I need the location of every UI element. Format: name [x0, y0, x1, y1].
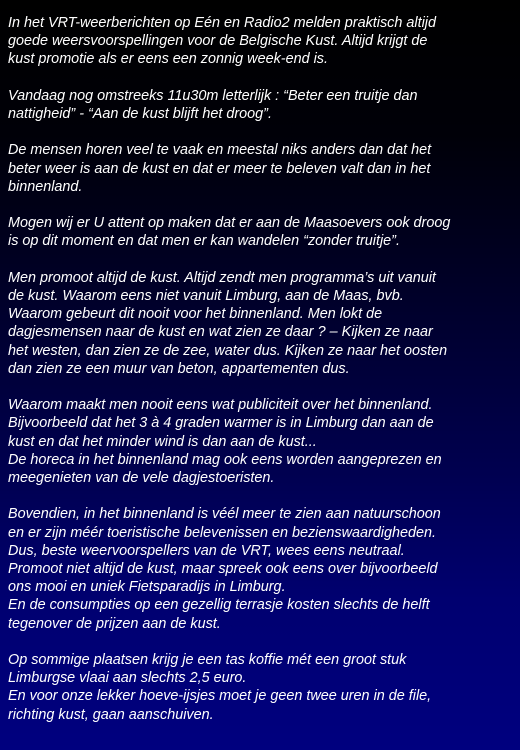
text-line: kust promotie als er eens een zonnig week-end is.: [8, 51, 328, 68]
text-line: Op sommige plaatsen krijg je een tas koffie mét een groot stuk: [8, 652, 407, 668]
text-line: Waarom gebeurt dit nooit voor het binnenland. Men lokt de: [8, 306, 383, 323]
text-line: richting kust, gaan aanschuiven.: [8, 706, 214, 723]
text-line: meegenieten van de vele dagjestoeristen.: [8, 470, 275, 486]
text-line: En de consumpties op een gezellig terrasje kosten slechts de helft: [8, 597, 430, 614]
text-line: dagjesmensen naar de kust en wat zien ze daar ? – Kijken ze naar: [8, 324, 433, 341]
text-line: nattigheid” - “Aan de kust blijft het droog”.: [8, 106, 272, 122]
text-line: goede weersvoorspellingen voor de Belgische Kust. Altijd krijgt de: [8, 33, 428, 50]
text-line: Limburgse vlaai aan slechts 2,5 euro.: [8, 670, 247, 687]
text-line: binnenland.: [8, 178, 83, 195]
paragraph-1: [8, 14, 512, 69]
text-line: tegenover de prijzen aan de kust.: [8, 615, 221, 632]
text-line: beter weer is aan de kust en dat er meer te beleven valt dan in het: [8, 160, 431, 177]
paragraph-2: [8, 87, 512, 123]
text-line: En voor onze lekker hoeve-ijsjes moet je geen twee uren in de file,: [8, 688, 432, 705]
text-line: is op dit moment en dat men er kan wandelen “zonder truitje”.: [8, 233, 400, 250]
text-line: Bovendien, in het binnenland is véél meer te zien aan natuurschoon: [8, 506, 441, 523]
text-line: Men promoot altijd de kust. Altijd zendt men programma’s uit vanuit: [8, 269, 436, 286]
text-line: Vandaag nog omstreeks 11u30m letterlijk : “Beter een truitje dan: [8, 87, 418, 104]
text-line: De horeca in het binnenland mag ook eens worden aangeprezen en: [8, 451, 442, 468]
text-line: Waarom maakt men nooit eens wat publiciteit over het binnenland.: [8, 397, 433, 414]
paragraph-7: [8, 505, 512, 632]
text-line: de kust. Waarom eens niet vanuit Limburg, aan de Maas, bvb.: [8, 287, 404, 304]
text-line: ons mooi en uniek Fietsparadijs in Limburg.: [8, 579, 286, 596]
text-line: Mogen wij er U attent op maken dat er aan de Maasoevers ook droog: [8, 215, 451, 232]
paragraph-6: [8, 396, 512, 487]
text-line: kust en dat het minder wind is dan aan de kust...: [8, 433, 317, 450]
text-line: het westen, dan zien ze de zee, water dus. Kijken ze naar het oosten: [8, 342, 448, 359]
text-line: De mensen horen veel te vaak en meestal niks anders dan dat het: [8, 142, 432, 159]
paragraph-5: [8, 269, 512, 378]
text-line: In het VRT-weerberichten op Eén en Radio2 melden praktisch altijd: [8, 15, 436, 31]
text-line: dan zien ze een muur van beton, appartementen dus.: [8, 360, 350, 377]
paragraph-3: [8, 141, 512, 196]
text-line: Bijvoorbeeld dat het 3 à 4 graden warmer is in Limburg dan aan de: [8, 415, 434, 432]
paragraph-4: [8, 214, 512, 250]
text-line: Promoot niet altijd de kust, maar spreek ook eens over bijvoorbeeld: [8, 561, 438, 577]
text-line: Dus, beste weervoorspellers van de VRT, wees eens neutraal.: [8, 542, 405, 559]
text-line: en er zijn méér toeristische belevenissen en bezienswaardigheden.: [8, 524, 436, 541]
paragraph-8: [8, 651, 512, 724]
